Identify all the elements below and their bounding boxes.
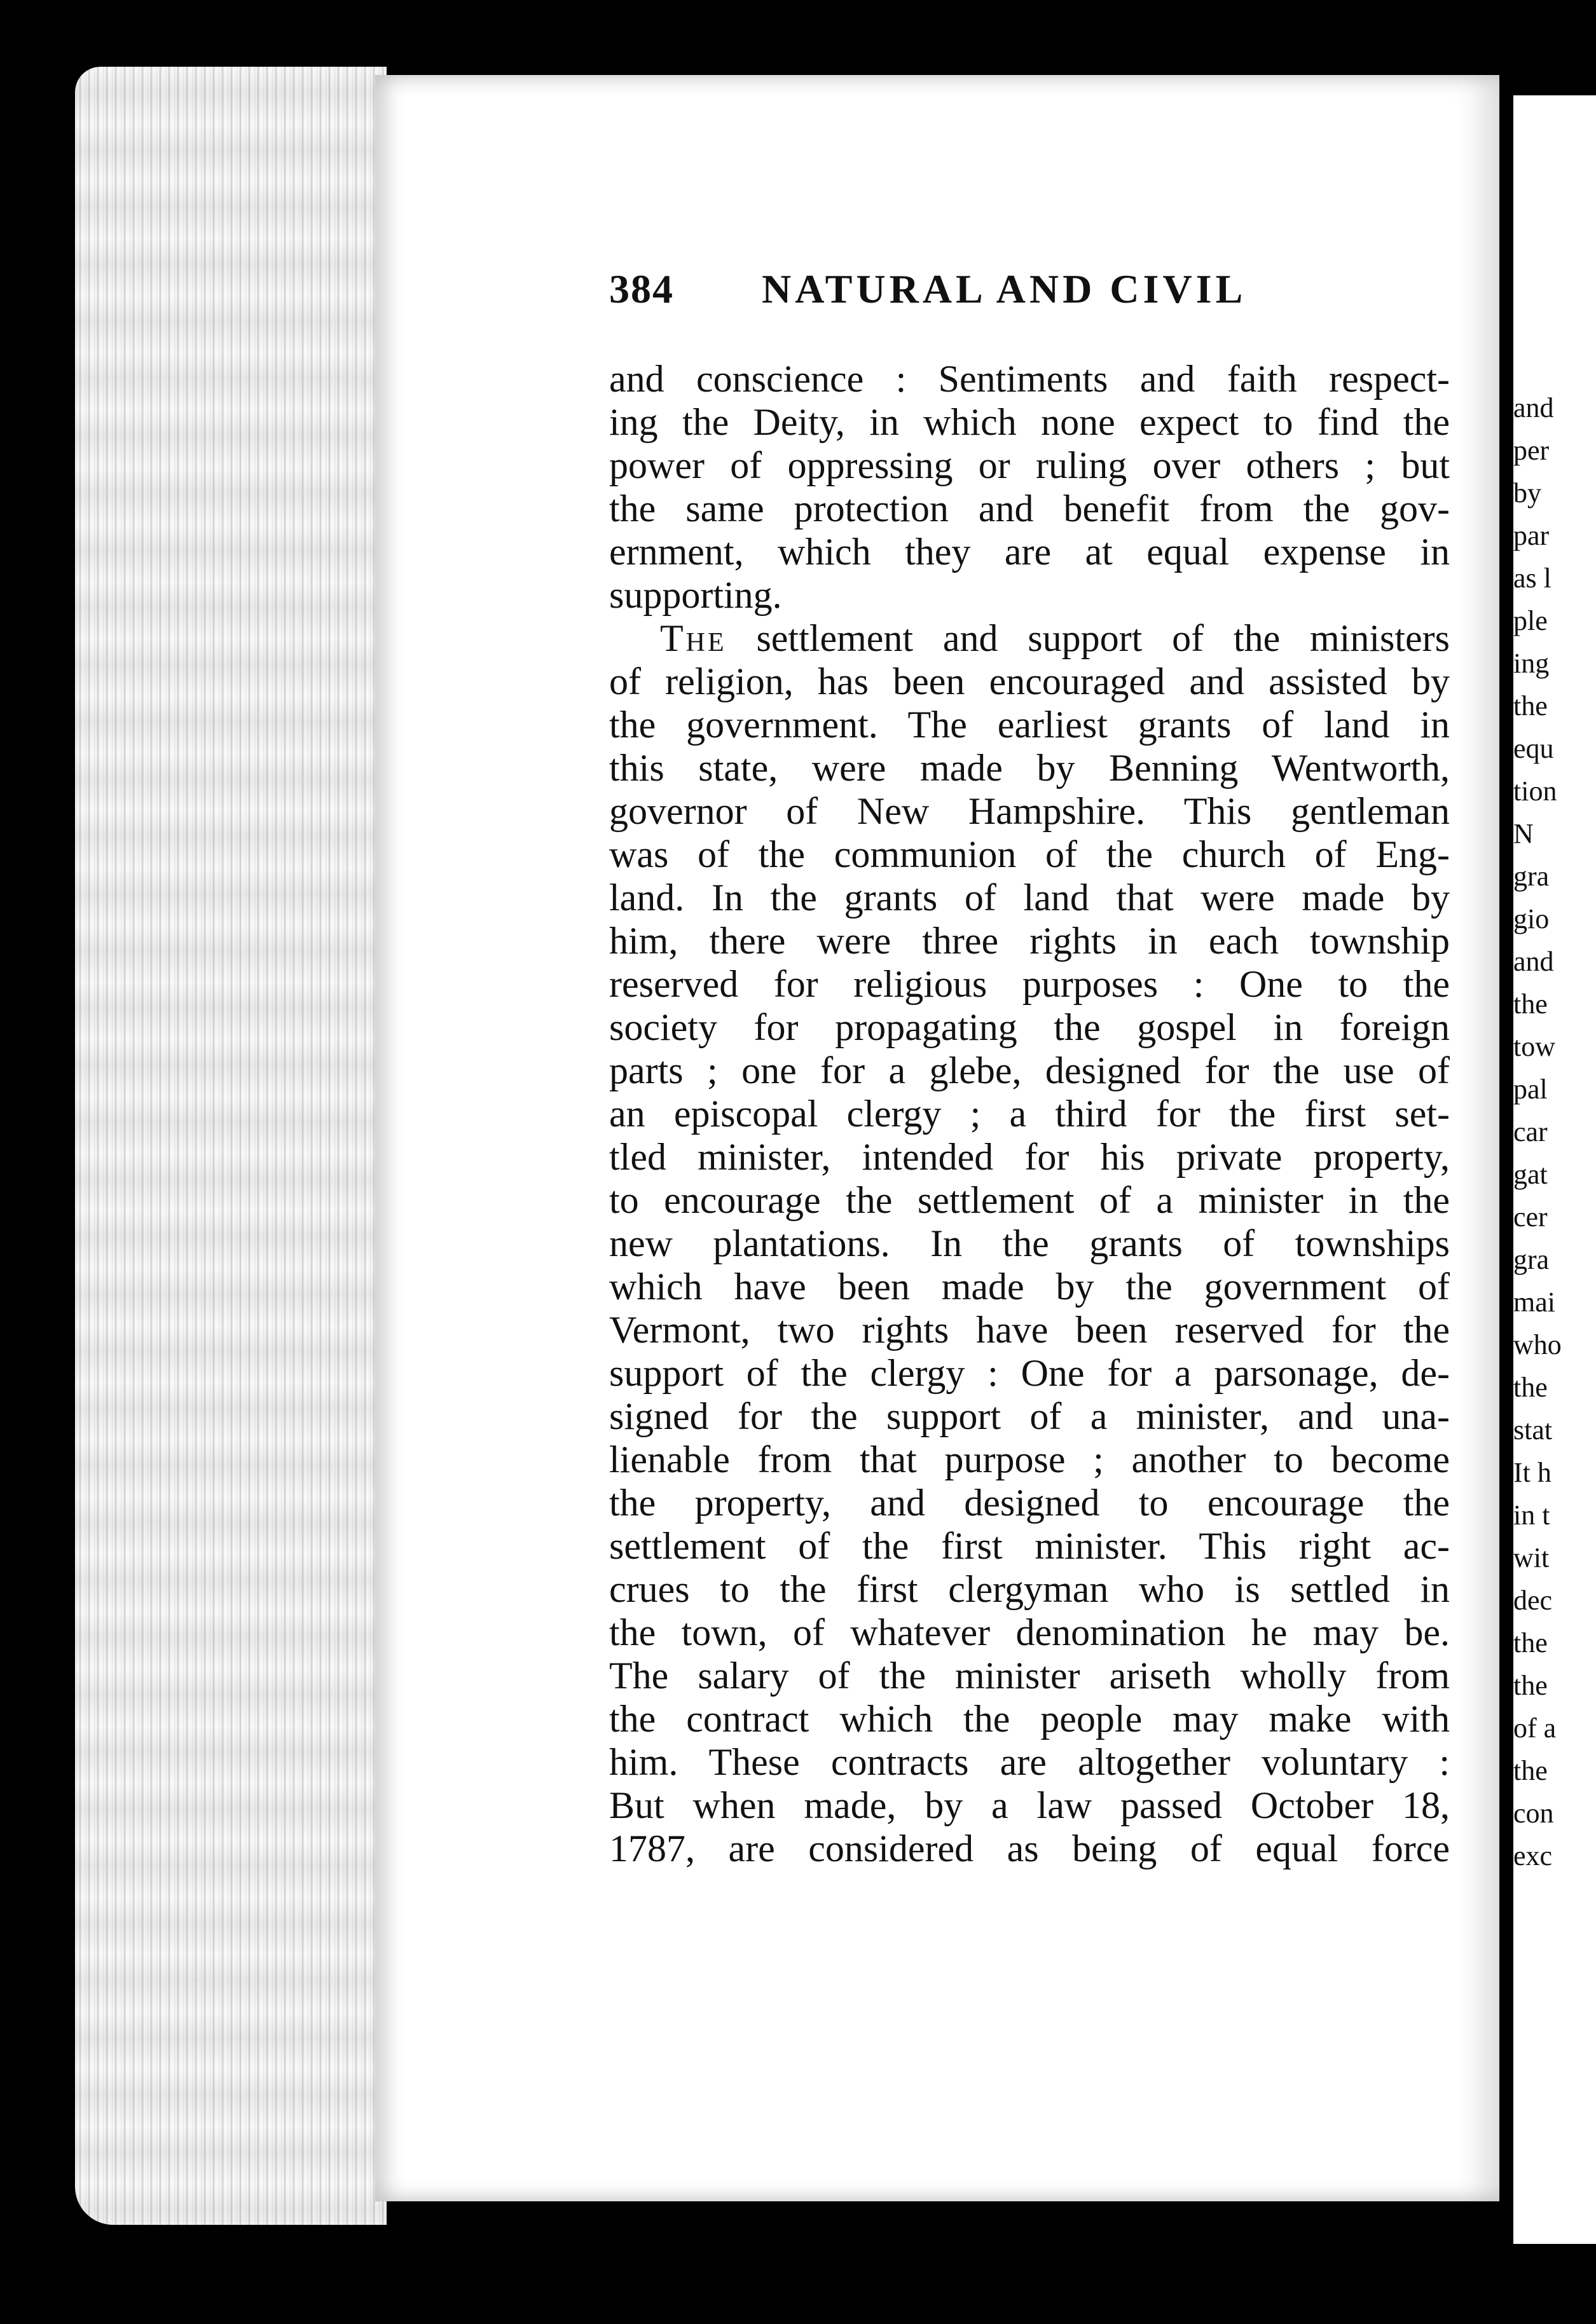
facing-fragment: dec: [1513, 1585, 1553, 1616]
facing-fragment: car: [1513, 1116, 1548, 1147]
facing-fragment: cer: [1513, 1201, 1548, 1233]
facing-fragment: gat: [1513, 1159, 1548, 1190]
facing-fragment: mai: [1513, 1287, 1555, 1318]
text-line: society for propagating the gospel in foreign: [609, 1006, 1450, 1048]
facing-fragment: the: [1513, 690, 1548, 721]
facing-fragment: gra: [1513, 861, 1550, 892]
paragraph-lead-word: The: [660, 617, 727, 659]
text-line: the government. The earliest grants of land in: [609, 704, 1450, 746]
facing-fragment: tow: [1513, 1031, 1555, 1062]
facing-fragment: and: [1513, 392, 1554, 423]
text-line: settlement and support of the ministers: [756, 617, 1450, 659]
text-line: tled minister, intended for his private property,: [609, 1136, 1450, 1178]
facing-fragment: ing: [1513, 648, 1550, 679]
text-line: the contract which the people may make with: [609, 1698, 1450, 1740]
text-line: him, there were three rights in each township: [609, 920, 1450, 962]
facing-fragment: tion: [1513, 776, 1557, 807]
text-line: the property, and designed to encourage the: [609, 1482, 1450, 1524]
facing-fragment: and: [1513, 946, 1554, 977]
facing-fragment: by: [1513, 477, 1541, 509]
facing-fragment: of a: [1513, 1712, 1557, 1744]
text-line: land. In the grants of land that were made by: [609, 877, 1450, 919]
text-line: parts ; one for a glebe, designed for the use of: [609, 1049, 1450, 1091]
facing-fragment: the: [1513, 1755, 1548, 1786]
text-line: which have been made by the government of: [609, 1266, 1450, 1308]
facing-fragment: gra: [1513, 1244, 1550, 1275]
facing-fragment: as l: [1513, 563, 1551, 594]
text-line: supporting.: [609, 574, 782, 616]
facing-fragment: exc: [1513, 1840, 1553, 1871]
text-line: and conscience : Sentiments and faith respect-: [609, 358, 1450, 400]
text-line: lienable from that purpose ; another to become: [609, 1439, 1450, 1480]
text-line: ernment, which they are at equal expense in: [609, 531, 1450, 573]
facing-fragment: gio: [1513, 903, 1550, 934]
facing-fragment: It h: [1513, 1457, 1551, 1488]
body-text: [609, 357, 1450, 1870]
facing-fragment: the: [1513, 1627, 1548, 1658]
facing-fragment: pal: [1513, 1074, 1548, 1105]
text-line: settlement of the first minister. This right ac-: [609, 1525, 1450, 1567]
page-fore-edge: [75, 67, 387, 2225]
facing-fragment: per: [1513, 435, 1550, 466]
text-line: crues to the first clergyman who is settled in: [609, 1568, 1450, 1610]
facing-fragment: who: [1513, 1329, 1562, 1360]
text-line: an episcopal clergy ; a third for the first set-: [609, 1093, 1450, 1135]
text-line: of religion, has been encouraged and assisted by: [609, 660, 1450, 702]
facing-fragment: the: [1513, 1670, 1548, 1701]
facing-fragment: the: [1513, 988, 1548, 1020]
facing-fragment: con: [1513, 1798, 1554, 1829]
text-line: Vermont, two rights have been reserved for the: [609, 1309, 1450, 1351]
paragraph-first-line: [609, 617, 1450, 660]
facing-fragment: par: [1513, 520, 1550, 551]
running-head: [609, 266, 1353, 317]
text-line: signed for the support of a minister, and una-: [609, 1395, 1450, 1437]
text-line: ing the Deity, in which none expect to find the: [609, 401, 1450, 443]
text-line: him. These contracts are altogether voluntary :: [609, 1741, 1450, 1783]
text-line: new plantations. In the grants of townships: [609, 1222, 1450, 1264]
facing-fragment: the: [1513, 1372, 1548, 1403]
text-line: the town, of whatever denomination he may be.: [609, 1611, 1450, 1653]
facing-fragment: equ: [1513, 733, 1554, 764]
text-line: this state, were made by Benning Wentworth,: [609, 747, 1450, 789]
facing-fragment: N: [1513, 818, 1534, 849]
text-line: power of oppressing or ruling over others ; but: [609, 444, 1450, 486]
text-line: The salary of the minister ariseth wholly from: [609, 1655, 1450, 1697]
text-line: support of the clergy : One for a parsonage, de-: [609, 1352, 1450, 1394]
page-number: 384: [609, 266, 674, 311]
running-title: NATURAL AND CIVIL: [762, 266, 1247, 311]
text-line: 1787, are considered as being of equal force: [609, 1828, 1450, 1869]
text-line: the same protection and benefit from the gov-: [609, 488, 1450, 530]
facing-fragment: in t: [1513, 1500, 1550, 1531]
text-line: reserved for religious purposes : One to the: [609, 963, 1450, 1005]
text-line: was of the communion of the church of Eng-: [609, 833, 1450, 875]
text-line: But when made, by a law passed October 18,: [609, 1784, 1450, 1826]
facing-fragment: wit: [1513, 1542, 1550, 1573]
facing-page-edge: [1513, 95, 1596, 2244]
text-line: to encourage the settlement of a minister in the: [609, 1179, 1450, 1221]
facing-fragment: stat: [1513, 1414, 1553, 1446]
facing-fragment: ple: [1513, 605, 1548, 636]
text-line: governor of New Hampshire. This gentleman: [609, 790, 1450, 832]
